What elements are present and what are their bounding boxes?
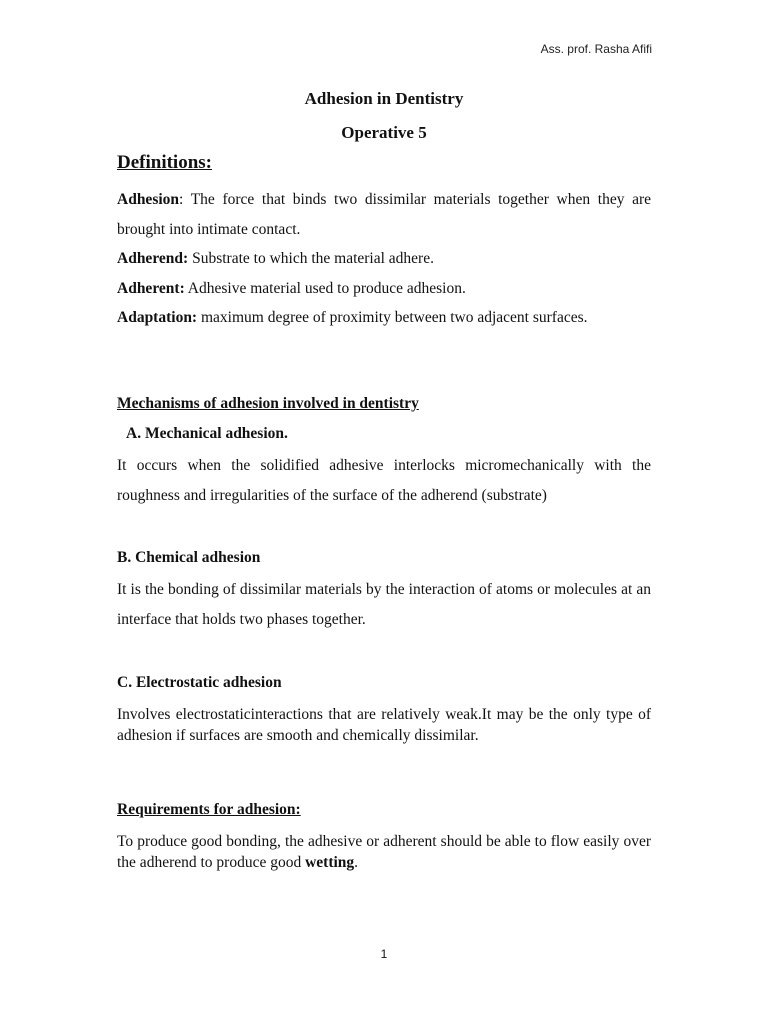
definition-text: The force that binds two dissimilar materials together when they are brought into intimate contact. <box>117 191 652 238</box>
chemical-adhesion-heading: B. Chemical adhesion <box>117 549 261 566</box>
page-number: 1 <box>380 947 388 961</box>
mechanisms-heading: Mechanisms of adhesion involved in dentistry <box>117 395 419 412</box>
definition-text: maximum degree of proximity between two adjacent surfaces. <box>200 309 588 326</box>
document-title: Adhesion in Dentistry <box>304 89 464 108</box>
chemical-adhesion-text: It is the bonding of dissimilar materials by the interaction of atoms or molecules at an interface that holds two phases together. <box>117 581 651 628</box>
definition-term: Adaptation: <box>117 309 198 326</box>
mechanical-adhesion-text: It occurs when the solidified adhesive interlocks micromechanically with the roughness and irregularities of the surface of the adherend (substrate) <box>117 457 651 504</box>
definitions-list <box>117 185 651 333</box>
wetting-term: wetting <box>305 854 355 871</box>
mechanical-adhesion-heading: A. Mechanical adhesion. <box>126 425 288 442</box>
author-header: Ass. prof. Rasha Afifi <box>540 42 652 56</box>
definition-separator: : <box>179 191 191 208</box>
definition-item <box>117 303 651 333</box>
definition-term: Adhesion <box>117 191 180 208</box>
definition-term: Adherent: <box>117 279 185 297</box>
requirements-text-body: To produce good bonding, the adhesive or adherent should be able to flow easily over the adherend to produce good <box>117 833 651 871</box>
requirements-text-end: . <box>354 854 359 871</box>
definition-item <box>117 274 651 304</box>
definition-item <box>117 185 651 244</box>
definition-item <box>117 244 651 274</box>
electrostatic-adhesion-text: Involves electrostaticinteractions that are relatively weak.It may be the only type of adhesion if surfaces are smooth and chemically dissimilar. <box>117 706 651 744</box>
definition-text: Substrate to which the material adhere. <box>192 250 434 267</box>
document-subtitle: Operative 5 <box>341 123 427 142</box>
requirements-text <box>117 831 651 873</box>
requirements-heading: Requirements for adhesion: <box>117 801 301 818</box>
definition-text: Adhesive material used to produce adhesion. <box>187 279 466 297</box>
definitions-heading: Definitions: <box>117 152 212 173</box>
electrostatic-adhesion-heading: C. Electrostatic adhesion <box>117 674 282 691</box>
definition-term: Adherend: <box>117 250 189 267</box>
